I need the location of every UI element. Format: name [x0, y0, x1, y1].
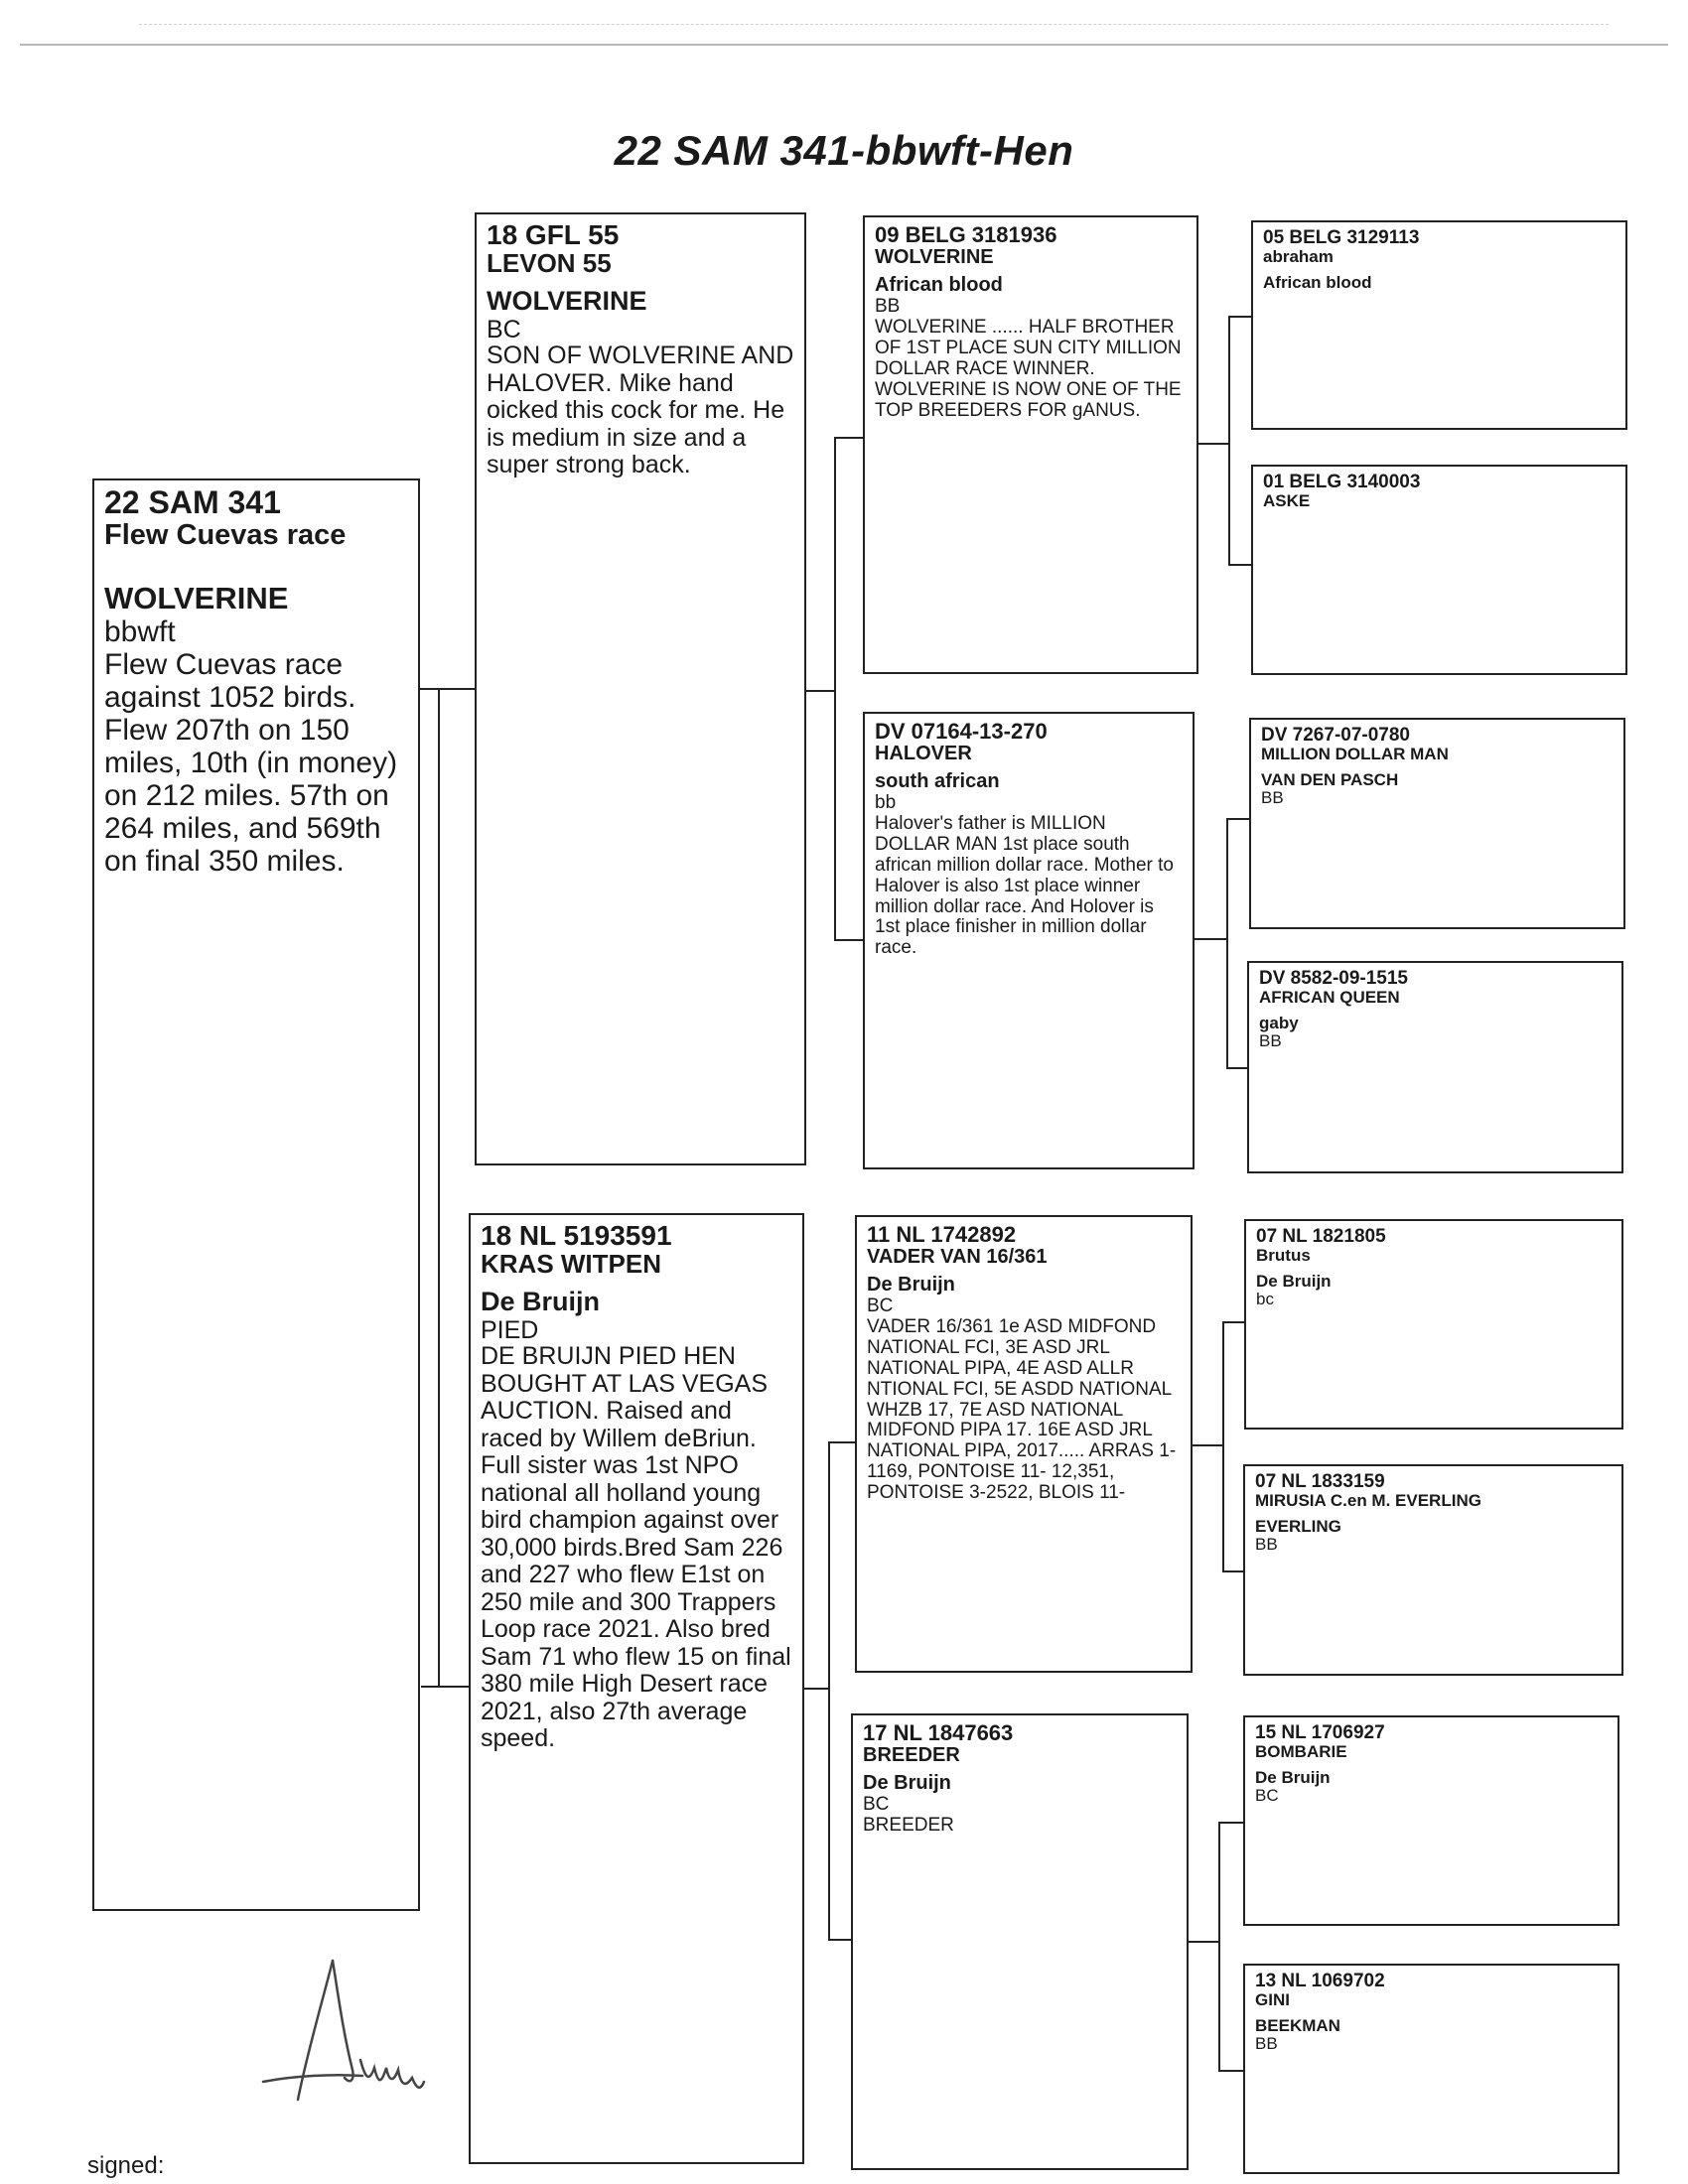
connector-line [421, 1686, 471, 1688]
sd-dam-card [1247, 961, 1623, 1173]
connector-line [1218, 1822, 1243, 1824]
subject-name: Flew Cuevas race [104, 518, 347, 551]
connector-line [828, 1441, 830, 1941]
sire-sire-description: WOLVERINE ...... HALF BROTHER OF 1ST PLACE SUN CITY MILLION DOLLAR RACE WINNER. WOLVERINE IS NOW ONE OF THE TOP BREEDERS FOR gANUS. [875, 316, 1182, 421]
sire-color: BC [487, 316, 521, 344]
connector-line [1226, 818, 1228, 1069]
connector-line [828, 1939, 853, 1941]
subject-description: Flew Cuevas race against 1052 birds. Flew 207th on 150 miles, 10th (in money) on 212 miles. 57th on 264 miles, and 569th on final 350 miles. [104, 647, 398, 878]
subject-card [92, 478, 420, 1911]
dd-sire-name: BOMBARIE [1255, 1741, 1347, 1761]
sire-name: LEVON 55 [487, 248, 612, 279]
connector-line [1222, 1570, 1243, 1572]
connector-line [420, 688, 440, 690]
dd-sire-strain: De Bruijn [1255, 1767, 1331, 1787]
connector-line [806, 690, 836, 692]
connector-line [834, 437, 863, 439]
connector-line [438, 688, 475, 690]
connector-line [1226, 1067, 1247, 1069]
dam-ring: 18 NL 5193591 [481, 1220, 672, 1251]
dam-sire-card [855, 1215, 1193, 1673]
sd-dam-strain: gaby [1259, 1013, 1299, 1032]
connector-line [834, 939, 863, 941]
sd-sire-strain: VAN DEN PASCH [1261, 769, 1399, 789]
ds-sire-strain: De Bruijn [1256, 1271, 1332, 1291]
sire-description: SON OF WOLVERINE AND HALOVER. Mike hand oicked this cock for me. He is medium in size and a super strong back. [487, 341, 794, 479]
sire-sire-card [863, 215, 1198, 674]
dd-sire-color: BC [1255, 1786, 1279, 1806]
ds-sire-name: Brutus [1256, 1245, 1311, 1265]
dam-description: DE BRUIJN PIED HEN BOUGHT AT LAS VEGAS AUCTION. Raised and raced by Willem deBriun. Full sister was 1st NPO national all holland young bird champion against over 30,000 birds.Bred Sam 226 and 227 who flew E1st on 250 mile and 300 Trappers Loop race 2021. Also bred Sam 71 who flew 15 on final 380 mile High Desert race 2021, also 27th average speed. [481, 1342, 791, 1753]
sire-dam-ring: DV 07164-13-270 [875, 719, 1048, 744]
connector-line [1189, 1941, 1220, 1943]
sire-sire-name: WOLVERINE [875, 246, 994, 269]
connector-line [1218, 2070, 1243, 2072]
dam-sire-color: BC [867, 1296, 894, 1317]
ds-sire-card [1244, 1219, 1623, 1430]
sire-dam-strain: south african [875, 770, 1000, 793]
sd-dam-name: AFRICAN QUEEN [1259, 987, 1400, 1007]
signed-label: signed: [87, 2152, 165, 2179]
scan-artifact-dashed [139, 24, 1609, 25]
connector-line [1193, 1444, 1224, 1446]
sd-dam-color: BB [1259, 1031, 1282, 1051]
sire-sire-ring: 09 BELG 3181936 [875, 222, 1057, 247]
connector-line [1198, 443, 1230, 445]
sire-ring: 18 GFL 55 [487, 219, 620, 250]
sd-sire-ring: DV 7267-07-0780 [1261, 725, 1410, 746]
sire-card [475, 212, 806, 1165]
subject-ring: 22 SAM 341 [104, 484, 281, 520]
connector-line [828, 1441, 855, 1443]
sire-dam-name: HALOVER [875, 743, 972, 765]
ss-dam-name: ASKE [1263, 490, 1311, 510]
connector-line [438, 688, 440, 1688]
dd-dam-strain: BEEKMAN [1255, 2015, 1340, 2035]
ss-sire-ring: 05 BELG 3129113 [1263, 227, 1420, 248]
ds-sire-ring: 07 NL 1821805 [1256, 1226, 1386, 1247]
dam-card [469, 1213, 804, 2164]
dam-color: PIED [481, 1316, 539, 1345]
sire-dam-description: Halover's father is MILLION DOLLAR MAN 1st place south african million dollar race. Mother to Halover is also 1st place winner million dollar race. And Holover is 1st place finisher in million dollar race. [875, 812, 1174, 959]
sire-sire-strain: African blood [875, 274, 1003, 297]
sire-dam-card [863, 712, 1195, 1169]
ss-sire-name: abraham [1263, 246, 1334, 266]
dd-sire-card [1243, 1715, 1619, 1926]
subject-color: bbwft [104, 615, 176, 649]
ds-dam-ring: 07 NL 1833159 [1255, 1471, 1385, 1492]
sd-sire-card [1249, 718, 1625, 929]
connector-line [1222, 1321, 1244, 1323]
ss-dam-ring: 01 BELG 3140003 [1263, 472, 1421, 492]
ds-dam-card [1243, 1464, 1623, 1676]
ss-dam-card [1251, 465, 1627, 675]
ss-sire-strain: African blood [1263, 272, 1372, 292]
dam-sire-description: VADER 16/361 1e ASD MIDFOND NATIONAL FCI, 3E ASD JRL NATIONAL PIPA, 4E ASD ALLR NTIONAL FCI, 5E ASDD NATIONAL WHZB 17, 7E ASD NATIONAL MIDFOND PIPA 17. 16E ASD JRL NATIONAL PIPA, 2017..... ARRAS 1-1169, PONTOISE 11- 12,351, PONTOISE 3-2522, BLOIS 11- [867, 1315, 1177, 1504]
ss-sire-card [1251, 220, 1627, 430]
connector-line [1218, 1822, 1220, 2072]
dam-dam-ring: 17 NL 1847663 [863, 1720, 1014, 1745]
dd-dam-card [1243, 1964, 1619, 2174]
dd-dam-name: GINI [1255, 1989, 1290, 2009]
sire-strain: WOLVERINE [487, 285, 647, 316]
dam-name: KRAS WITPEN [481, 1249, 661, 1280]
subject-strain: WOLVERINE [104, 581, 289, 616]
connector-line [1228, 564, 1251, 566]
sire-dam-color: bb [875, 792, 897, 814]
dam-sire-ring: 11 NL 1742892 [867, 1222, 1017, 1247]
dam-dam-color: BC [863, 1794, 890, 1816]
connector-line [804, 1688, 830, 1690]
scan-artifact-line [20, 44, 1668, 46]
pedigree-title: 22 SAM 341-bbwft-Hen [614, 127, 1074, 174]
sire-sire-color: BB [875, 296, 901, 318]
sd-sire-name: MILLION DOLLAR MAN [1261, 744, 1449, 763]
dd-dam-ring: 13 NL 1069702 [1255, 1971, 1385, 1991]
connector-line [834, 437, 836, 941]
connector-line [1222, 1321, 1224, 1572]
ds-dam-color: BB [1255, 1535, 1278, 1555]
dam-dam-card [851, 1713, 1189, 2170]
ds-sire-color: bc [1256, 1290, 1274, 1309]
connector-line [1195, 938, 1228, 940]
dd-dam-color: BB [1255, 2034, 1278, 2054]
sd-sire-color: BB [1261, 788, 1284, 808]
ds-dam-name: MIRUSIA C.en M. EVERLING [1255, 1490, 1481, 1510]
dam-dam-description: BREEDER [863, 1814, 954, 1836]
sd-dam-ring: DV 8582-09-1515 [1259, 968, 1408, 989]
dam-dam-strain: De Bruijn [863, 1772, 951, 1795]
handwritten-signature [253, 1951, 432, 2110]
connector-line [1228, 316, 1251, 318]
dam-sire-name: VADER VAN 16/361 [867, 1246, 1048, 1269]
connector-line [1226, 818, 1249, 820]
ds-dam-strain: EVERLING [1255, 1516, 1341, 1536]
dam-sire-strain: De Bruijn [867, 1274, 955, 1297]
dam-strain: De Bruijn [481, 1286, 601, 1316]
dam-dam-name: BREEDER [863, 1744, 960, 1767]
connector-line [1228, 316, 1230, 566]
dd-sire-ring: 15 NL 1706927 [1255, 1722, 1385, 1743]
